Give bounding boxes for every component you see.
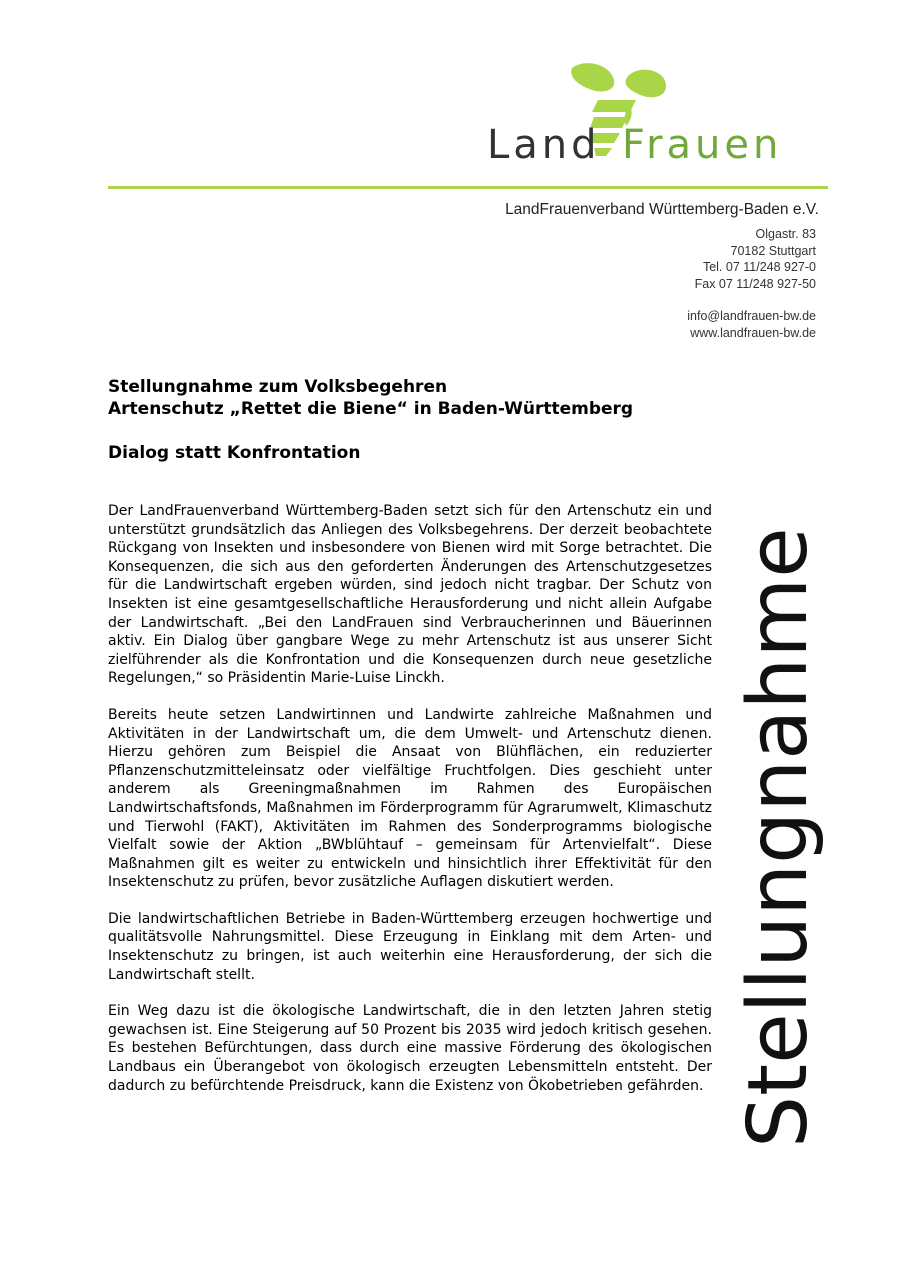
- address-spacer: [687, 292, 816, 308]
- logo-text-frauen: Frauen: [622, 122, 783, 168]
- address-website[interactable]: www.landfrauen-bw.de: [690, 325, 816, 340]
- body-paragraph-3: Die landwirtschaftlichen Betriebe in Baden-Württemberg erzeugen hochwertige und qualitätsvolle Nahrungsmittel. Diese Erzeugung in Einklang mit dem Arten- und Insektenschutz zu bringen, ist auch weiterhin eine Herausforderung, der sich die Landwirtschaft stellt.: [108, 910, 712, 983]
- logo-text-land: Land: [487, 122, 601, 168]
- address-street: Olgastr. 83: [755, 227, 816, 241]
- address-phone: Tel. 07 11/248 927-0: [702, 260, 816, 274]
- address-block: [687, 226, 816, 341]
- body-paragraph-1: Der LandFrauenverband Württemberg-Baden setzt sich für den Artenschutz ein und unterstützt grundsätzlich das Anliegen des Volksbegehrens. Der derzeit beobachtete Rückgang von Insekten und insbesondere von Bienen wird mit Sorge betrachtet. Die Konsequenzen, die sich aus den geforderten Änderungen des Artenschutzgesetzes für die Landwirtschaft ergeben würden, sind jedoch nicht tragbar. Der Schutz von Insekten ist eine gesamtgesellschaftliche Herausforderung und nicht allein Aufgabe der Landwirtschaft. „Bei den LandFrauen sind Verbraucherinnen und Bäuerinnen aktiv. Ein Dialog über gangbare Wege zu mehr Artenschutz ist aus unserer Sicht zielführender als die Konfrontation und die Konsequenzen durch neue gesetzliche Regelungen,“ so Präsidentin Marie-Luise Linckh.: [108, 503, 712, 687]
- address-fax: Fax 07 11/248 927-50: [694, 276, 816, 291]
- organization-name: LandFrauenverband Württemberg-Baden e.V.: [505, 201, 819, 218]
- document-title-line1: Stellungnahme zum Volksbegehren: [108, 377, 448, 397]
- address-city: 70182 Stuttgart: [730, 243, 816, 258]
- document-title-line2: Artenschutz „Rettet die Biene“ in Baden-Württemberg: [108, 399, 634, 419]
- address-email[interactable]: info@landfrauen-bw.de: [687, 309, 816, 323]
- document-body: [108, 502, 712, 1113]
- document-title: [108, 376, 633, 420]
- header-divider: [108, 186, 828, 189]
- vertical-side-label: Stellungnahme: [731, 527, 826, 1148]
- body-paragraph-2: Bereits heute setzen Landwirtinnen und Landwirte zahlreiche Maßnahmen und Aktivitäten in der Landwirtschaft um, die dem Umwelt- und Artenschutz dienen. Hierzu gehören zum Beispiel die Ansaat von Blühflächen, ein reduzierter Pflanzenschutzmitteleinsatz oder vielfältige Fruchtfolgen. Dies geschieht unter anderem als Greeningmaßnahmen im Rahmen des Europäischen Landwirtschaftsfonds, Maßnahmen im Förderprogramm für Agrarumwelt, Klimaschutz und Tierwohl (FAKT), Aktivitäten im Rahmen des Sonderprogramms biologische Vielfalt sowie der Aktion „BWblühtauf – gemeinsam für Artenvielfalt“. Diese Maßnahmen gilt es weiter zu entwickeln und hinsichtlich ihrer Effektivität für den Insektenschutz zu prüfen, bevor zusätzliche Auflagen diskutiert werden.: [108, 706, 712, 891]
- body-paragraph-4: Ein Weg dazu ist die ökologische Landwirtschaft, die in den letzten Jahren stetig gewachsen ist. Eine Steigerung auf 50 Prozent bis 2035 wird jedoch kritisch gesehen. Es bestehen Befürchtungen, dass durch eine massive Förderung des ökologischen Landbaus ein Überangebot von ökologisch erzeugten Lebensmitteln entsteht. Der dadurch zu befürchtende Preisdruck, kann die Existenz von Ökobetrieben gefährden.: [108, 1003, 712, 1094]
- document-subtitle: Dialog statt Konfrontation: [108, 443, 361, 463]
